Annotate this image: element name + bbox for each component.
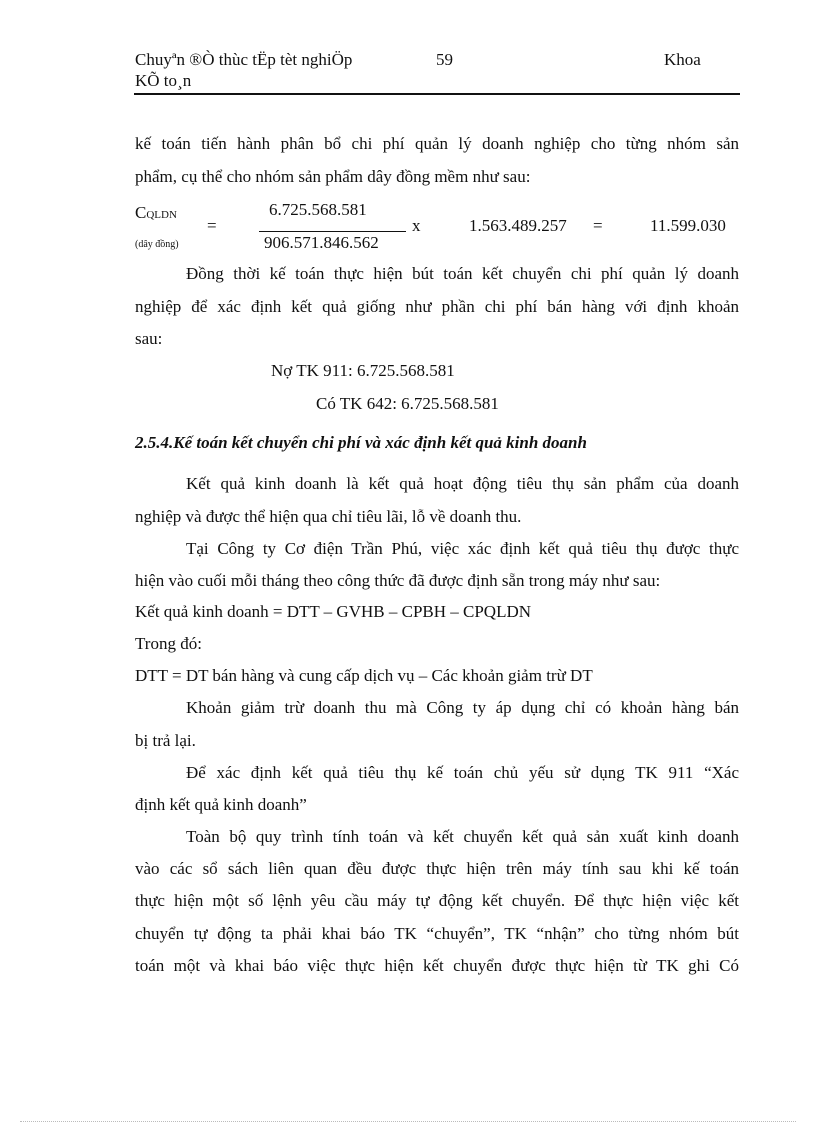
formula-symbol (135, 203, 177, 223)
para3-line1: Kết quả kinh doanh là kết quả hoạt động tiêu thụ sản phẩm của doanh (186, 474, 739, 493)
formula-equals-1: = (207, 216, 217, 235)
formula-result: 11.599.030 (650, 216, 726, 235)
para2-line2: nghiệp để xác định kết quả giống như phần chi phí bán hàng với định khoản (135, 297, 739, 316)
formula-symbol-note: (dây đồng) (135, 239, 179, 250)
para1-line2: phẩm, cụ thể cho nhóm sản phẩm dây đồng mềm như sau: (135, 167, 531, 186)
formula-times: x (412, 216, 421, 235)
para5-line1: Khoản giảm trừ doanh thu mà Công ty áp dụng chỉ có khoản hàng bán (186, 698, 739, 717)
para4-line2: hiện vào cuối mỗi tháng theo công thức đã được định sẵn trong máy như sau: (135, 571, 661, 590)
section-heading: 2.5.4.Kế toán kết chuyển chi phí và xác định kết quả kinh doanh (135, 433, 587, 452)
header-rule (134, 93, 740, 95)
fraction-bar (259, 231, 406, 232)
formula-denominator: 906.571.846.562 (264, 233, 379, 252)
para6-line1: Để xác định kết quả tiêu thụ kế toán chủ yếu sử dụng TK 911 “Xác (186, 763, 739, 782)
entry-credit: Có TK 642: 6.725.568.581 (316, 394, 499, 413)
entry-debit: Nợ TK 911: 6.725.568.581 (271, 361, 455, 380)
formula-symbol-main: C (135, 203, 147, 222)
where-label: Trong đó: (135, 634, 202, 653)
para7-line1: Toàn bộ quy trình tính toán và kết chuyển kết quả sản xuất kinh doanh (186, 827, 739, 846)
para5-line2: bị trả lại. (135, 731, 196, 750)
dtt-definition: DTT = DT bán hàng và cung cấp dịch vụ – Các khoản giảm trừ DT (135, 666, 593, 685)
para4-line1: Tại Công ty Cơ điện Trần Phú, việc xác định kết quả tiêu thụ được thực (186, 539, 739, 558)
para1-line1: kế toán tiến hành phân bổ chi phí quản lý doanh nghiệp cho từng nhóm sản (135, 134, 739, 153)
para7-line3: thực hiện một số lệnh yêu cầu máy tự động kết chuyển. Để thực hiện việc kết (135, 891, 739, 910)
result-formula: Kết quả kinh doanh = DTT – GVHB – CPBH – CPQLDN (135, 602, 532, 621)
formula-symbol-sub: QLDN (146, 209, 177, 221)
header-right: Khoa (664, 50, 701, 69)
formula-multiplier: 1.563.489.257 (469, 216, 567, 235)
page-number: 59 (436, 50, 453, 69)
formula-equals-2: = (593, 216, 603, 235)
page-bottom-edge (20, 1121, 796, 1122)
para2-line3: sau: (135, 329, 163, 348)
para2-line1: Đồng thời kế toán thực hiện bút toán kết chuyển chi phí quản lý doanh (186, 264, 739, 283)
para7-line5: toán một và khai báo việc thực hiện kết chuyển được thực hiện từ TK ghi Có (135, 956, 739, 975)
header-title-line2: KÕ to¸n (135, 71, 192, 90)
header-title-line1: Chuyªn ®Ò thùc tËp tèt nghiÖp (135, 50, 353, 69)
formula-numerator: 6.725.568.581 (269, 200, 367, 219)
para6-line2: định kết quả kinh doanh” (135, 795, 307, 814)
para7-line2: vào các sổ sách liên quan đều được thực hiện trên máy tính sau khi kế toán (135, 859, 739, 878)
para7-line4: chuyển tự động ta phải khai báo TK “chuyển”, TK “nhận” cho từng nhóm bút (135, 924, 739, 943)
para3-line2: nghiệp và được thể hiện qua chỉ tiêu lãi, lỗ về doanh thu. (135, 507, 522, 526)
